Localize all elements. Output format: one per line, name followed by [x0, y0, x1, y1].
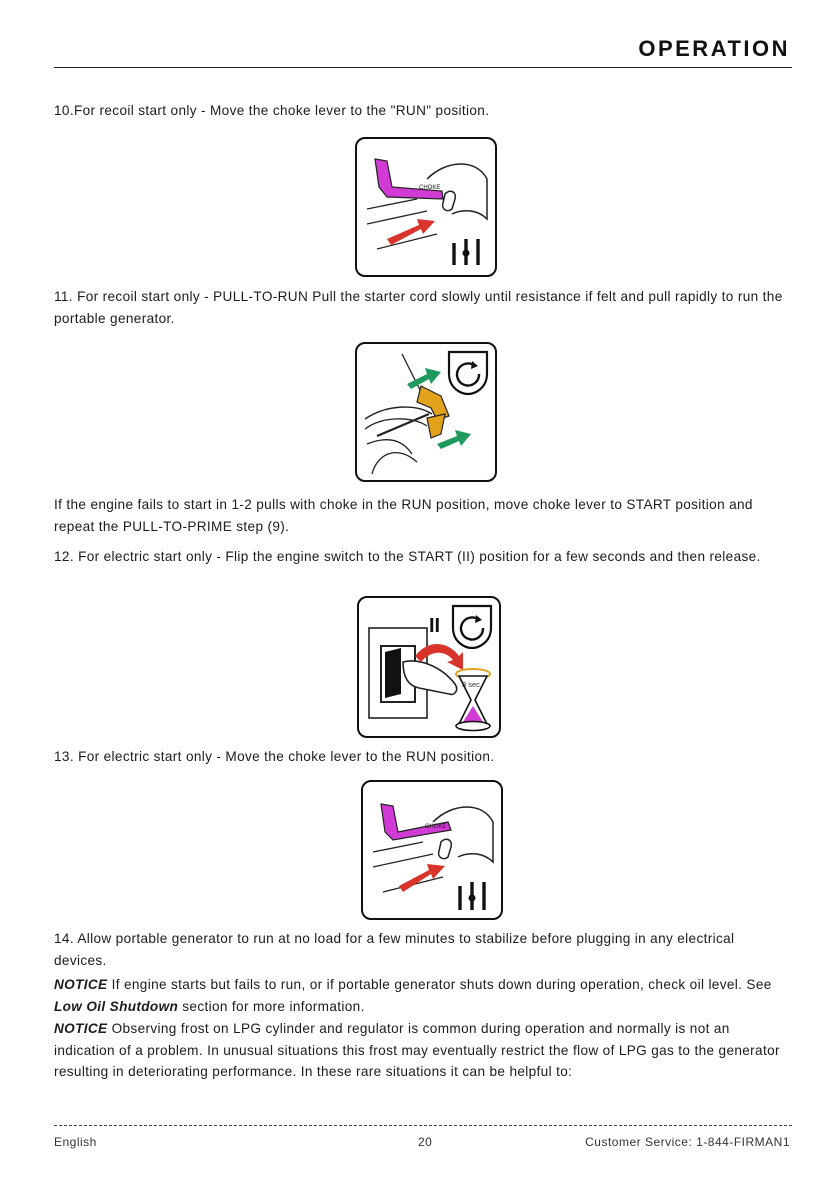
notice-label: NOTICE [54, 977, 108, 992]
fail-note-text: If the engine fails to start in 1-2 pulls with choke in the RUN position, move choke lever to START position and repeat the PULL-TO-PRIME step (9). [54, 497, 753, 534]
choke-lever-icon [375, 159, 443, 199]
low-oil-shutdown-reference: Low Oil Shutdown [54, 998, 179, 1014]
notice-text: Observing frost on LPG cylinder and regulator is common during operation and normally is not an indication of a problem. In unusual situations this frost may eventually restrict the flow of LPG gas to the generator resulting in deteriorating performance. In these rare situations it can be helpful to: [54, 1021, 780, 1079]
notice-text: If engine starts but fails to run, or if portable generator shuts down during operation, check oil level. See [107, 977, 772, 992]
step-12-text: 12. For electric start only - Flip the engine switch to the START (II) position for a few seconds and then release. [54, 549, 761, 564]
notice-oil-check [54, 974, 786, 1017]
choke-run-symbol-icon [460, 882, 484, 910]
figure-choke-run-recoil [355, 137, 497, 277]
switch-numeral: II [429, 615, 441, 637]
step-13-text: 13. For electric start only - Move the choke lever to the RUN position. [54, 749, 495, 764]
choke-label: CHOKE [425, 824, 447, 830]
step-10-text: 10.For recoil start only - Move the choke lever to the "RUN" position. [54, 103, 490, 118]
notice-label: NOTICE [54, 1021, 108, 1036]
arrow-right-icon [437, 430, 471, 449]
choke-run-symbol-icon [454, 239, 478, 265]
figure-electric-start [357, 596, 501, 738]
customer-service: Customer Service: 1-844-FIRMAN1 [585, 1135, 790, 1149]
choke-label: CHOKE [419, 185, 441, 191]
rocker-switch-icon [385, 648, 401, 698]
engine-start-icon [453, 606, 491, 648]
choke-lever-icon [381, 804, 451, 840]
step-11-text: 11. For recoil start only - PULL-TO-RUN Pull the starter cord slowly until resistance if felt and pull rapidly to run the portable generator. [54, 289, 783, 326]
header-divider [54, 67, 792, 68]
page-title: OPERATION [638, 36, 790, 61]
step-14-text: 14. Allow portable generator to run at no load for a few minutes to stabilize before plugging in any electrical devices. [54, 931, 735, 968]
footer-divider [54, 1125, 792, 1126]
arrow-up-right-icon [407, 368, 441, 389]
notice-lpg-frost [54, 1018, 786, 1083]
engine-start-icon [449, 352, 487, 394]
page-number: 20 [418, 1135, 433, 1149]
timer-label: 3 sec [462, 680, 480, 689]
figure-choke-run-electric [361, 780, 503, 920]
notice-text: section for more information. [178, 998, 365, 1014]
hourglass-icon [456, 669, 490, 731]
footer-language: English [54, 1135, 97, 1149]
figure-pull-to-run [355, 342, 497, 482]
